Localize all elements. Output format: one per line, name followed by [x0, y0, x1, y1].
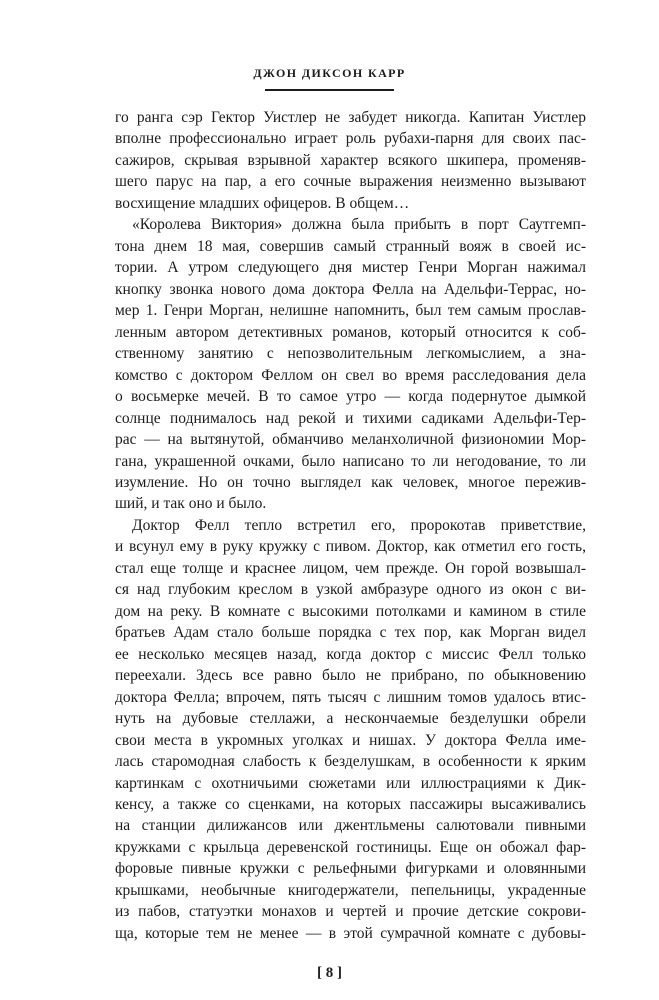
text-line: и всунул ему в руку кружку с пивом. Доктор, как отметил его гость, [115, 538, 586, 556]
text-line: ся над глубоким креслом в узкой амбразуре одного из окон с ви- [115, 581, 586, 599]
text-line: кнопку звонка нового дома доктора Фелла на Адельфи-Террас, но- [115, 280, 586, 298]
text-line: свои места в укромных уголках и нишах. У доктора Фелла име- [115, 731, 586, 749]
text-line: лась старомодная слабость к безделушкам, в особенности к ярким [115, 753, 586, 771]
text-line: переехали. Здесь все равно было не прибрано, по обыкновению [115, 667, 586, 685]
text-line: вполне профессионально играет роль рубахи-парня для своих пас- [115, 130, 586, 148]
paragraph [115, 214, 586, 515]
text-line: кенсу, а также со сценками, на которых пассажиры высаживались [115, 796, 586, 813]
text-line: дом на реку. В комнате с высокими потолками и камином в стиле [115, 602, 586, 620]
page-number: [ 8 ] [317, 965, 342, 981]
body-text [115, 107, 586, 944]
text-line: ший, и так оно и было. [115, 495, 267, 513]
text-line: восхищение младших офицеров. В общем… [115, 194, 410, 212]
text-line: доктора Фелла; впрочем, пять тысяч с лишним томов удалось втис- [115, 688, 586, 706]
text-line: гана, украшенной очками, было написано то ли негодование, то ли [115, 452, 586, 470]
text-line: ща, которые тем не менее — в этой сумрачной комнате с дубовы- [115, 924, 586, 942]
running-head-author: ДЖОН ДИКСОН КАРР [253, 66, 406, 80]
text-line: мер 1. Генри Морган, нелишне напомнить, был тем самым прослав- [115, 302, 586, 320]
text-line: Доктор Фелл тепло встретил его, пророкотав приветствие, [132, 516, 586, 534]
text-line: «Королева Виктория» должна была прибыть в порт Саутгемп- [132, 216, 586, 234]
text-line: солнце поднималось над рекой и тихими садиками Адельфи-Тер- [115, 409, 586, 427]
text-line: из пабов, статуэтки монахов и чертей и прочие детские сокрови- [115, 903, 586, 921]
text-line: изумление. Но он точно выглядел как человек, многое пережив- [115, 473, 586, 491]
text-line: на станции дилижансов или джентльмены салютовали пивными [115, 817, 586, 835]
paragraph [115, 107, 586, 214]
text-line: стал еще толще и краснее лицом, чем прежде. Он горой возвышал- [115, 559, 586, 577]
text-line: шего парус на пар, а его сочные выражения неизменно вызывают [115, 173, 586, 191]
text-line: сажиров, скрывая взрывной характер всякого шкипера, променяв- [115, 151, 586, 169]
text-line: о восьмерке мечей. В то самое утро — когда подернутое дымкой [115, 388, 586, 406]
text-line: го ранга сэр Гектор Уистлер не забудет никогда. Капитан Уистлер [115, 109, 586, 126]
text-line: форовые пивные кружки с рельефными фигурками и оловянными [115, 860, 586, 878]
text-line: картинкам с охотничьими сюжетами или иллюстрациями к Дик- [115, 774, 586, 792]
text-line: ее несколько месяцев назад, когда доктор с миссис Фелл только [115, 645, 586, 663]
text-line: тории. А утром следующего дня мистер Генри Морган нажимал [115, 259, 586, 277]
text-line: братьев Адам стало больше порядка с тех пор, как Морган видел [115, 624, 586, 642]
text-line: рас — на вытянутой, обманчиво меланхоличной физиономии Мор- [115, 431, 586, 449]
text-line: кружками с крыльца деревенской гостиницы. Еще он обожал фар- [115, 838, 586, 856]
text-line: нуть на дубовые стеллажи, а нескончаемые безделушки обрели [115, 710, 586, 728]
running-head-rule [265, 89, 394, 91]
text-line: тона днем 18 мая, совершив самый странный вояж в своей ис- [115, 237, 586, 255]
text-line: крышками, необычные книгодержатели, пепельницы, украденные [115, 881, 586, 899]
text-line: ленным автором детективных романов, который относится к соб- [115, 323, 586, 341]
paragraph [115, 515, 586, 944]
text-line: комство с доктором Феллом он свел во время расследования дела [115, 366, 586, 384]
text-line: ственному занятию с непозволительным легкомыслием, а зна- [115, 345, 586, 363]
